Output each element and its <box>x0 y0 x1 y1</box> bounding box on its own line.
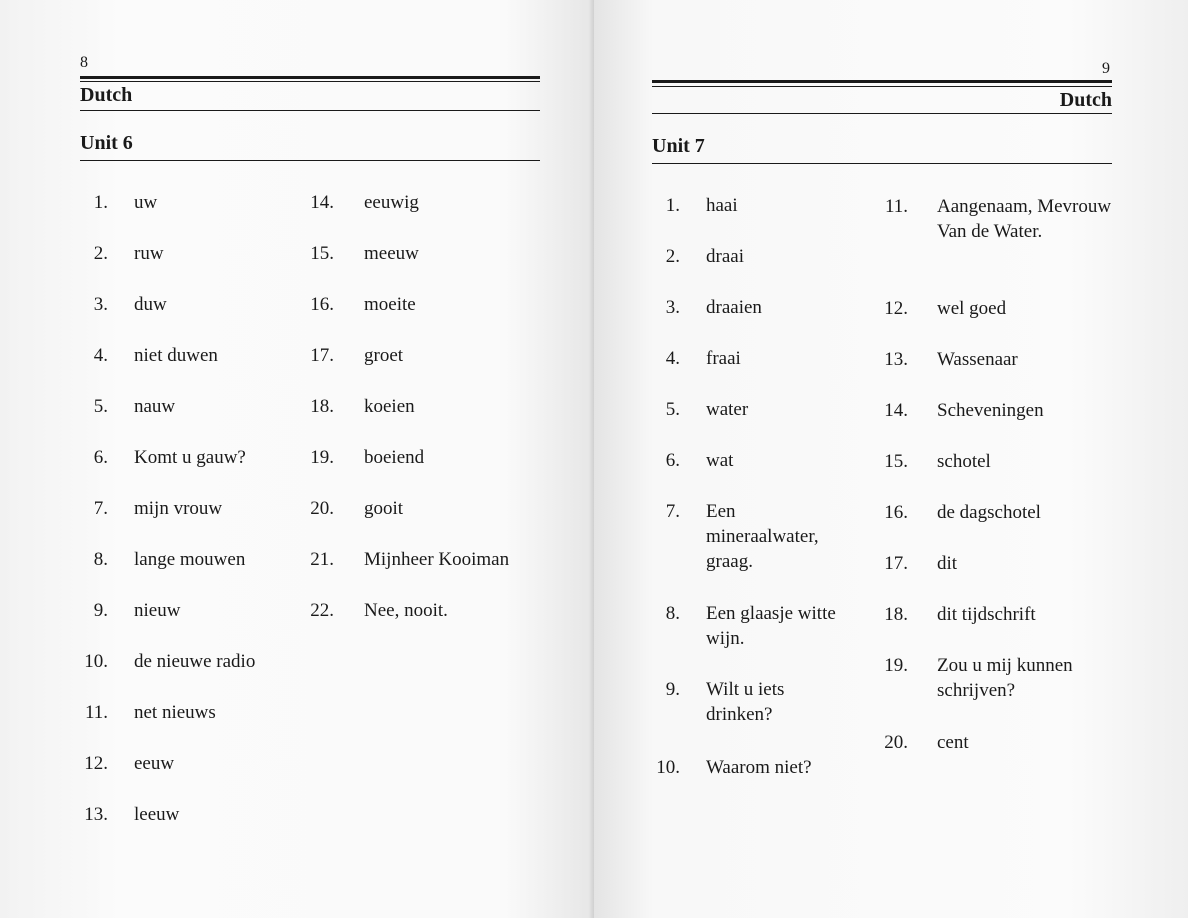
item-text: uw <box>134 192 158 213</box>
item-text: groet <box>364 345 404 366</box>
language-heading: Dutch <box>80 84 133 106</box>
item-number: 20. <box>310 498 334 519</box>
item-text: draaien <box>706 297 762 318</box>
item-text: moeite <box>364 294 416 315</box>
unit-rule <box>652 163 1112 164</box>
unit-heading: Unit 7 <box>652 135 705 157</box>
item-number: 17. <box>310 345 334 366</box>
item-number: 8. <box>665 603 680 624</box>
item-number: 2. <box>93 243 108 264</box>
item-number: 15. <box>310 243 334 264</box>
item-text: nieuw <box>134 600 181 621</box>
language-rule <box>80 110 540 111</box>
item-number: 1. <box>93 192 108 213</box>
item-number: 16. <box>884 502 908 523</box>
header-rule-thin <box>652 86 1112 87</box>
item-text: Wassenaar <box>937 349 1018 370</box>
item-text: schotel <box>937 451 991 472</box>
item-text: Een glaasje witte wijn. <box>706 603 836 649</box>
page-number: 8 <box>80 54 88 71</box>
page-number: 9 <box>1102 60 1110 77</box>
item-text: Mijnheer Kooiman <box>364 549 510 570</box>
item-number: 22. <box>310 600 334 621</box>
item-text: dit tijdschrift <box>937 604 1036 625</box>
item-text: mijn vrouw <box>134 498 223 519</box>
item-text: Komt u gauw? <box>134 447 246 468</box>
item-number: 14. <box>310 192 334 213</box>
item-text: cent <box>937 732 969 753</box>
header-rule-thin <box>80 81 540 82</box>
item-text: Zou u mij kunnen schrijven? <box>937 655 1073 701</box>
item-text: niet duwen <box>134 345 218 366</box>
item-number: 19. <box>884 655 908 676</box>
item-number: 18. <box>884 604 908 625</box>
item-number: 9. <box>665 679 680 700</box>
item-text: wel goed <box>937 298 1007 319</box>
item-text: boeiend <box>364 447 425 468</box>
item-number: 19. <box>310 447 334 468</box>
item-number: 11. <box>884 196 908 217</box>
item-text: Een mineraalwater, graag. <box>706 501 819 572</box>
item-number: 20. <box>884 732 908 753</box>
item-number: 12. <box>884 298 908 319</box>
item-number: 5. <box>665 399 680 420</box>
item-text: de dagschotel <box>937 502 1041 523</box>
item-number: 10. <box>84 651 108 672</box>
header-rule-thick <box>652 80 1112 83</box>
item-text: haai <box>706 195 738 216</box>
item-text: dit <box>937 553 958 574</box>
item-number: 17. <box>884 553 908 574</box>
item-number: 13. <box>884 349 908 370</box>
item-number: 4. <box>665 348 680 369</box>
item-text: nauw <box>134 396 176 417</box>
item-text: koeien <box>364 396 415 417</box>
item-number: 9. <box>93 600 108 621</box>
item-text: eeuw <box>134 753 175 774</box>
item-number: 14. <box>884 400 908 421</box>
item-text: ruw <box>134 243 164 264</box>
item-number: 3. <box>665 297 680 318</box>
language-heading: Dutch <box>1059 89 1112 111</box>
item-text: gooit <box>364 498 404 519</box>
item-number: 16. <box>310 294 334 315</box>
item-text: de nieuwe radio <box>134 651 256 672</box>
item-number: 13. <box>84 804 108 825</box>
item-text: draai <box>706 246 744 267</box>
item-number: 7. <box>665 501 680 522</box>
item-text: Aangenaam, Mevrouw Van de Water. <box>937 196 1112 242</box>
item-number: 15. <box>884 451 908 472</box>
item-text: meeuw <box>364 243 419 264</box>
item-number: 3. <box>93 294 108 315</box>
item-number: 5. <box>93 396 108 417</box>
right-page <box>594 0 1188 918</box>
item-number: 4. <box>93 345 108 366</box>
item-number: 21. <box>310 549 334 570</box>
item-text: Nee, nooit. <box>364 600 448 621</box>
item-text: fraai <box>706 348 741 369</box>
item-number: 7. <box>93 498 108 519</box>
item-number: 1. <box>665 195 680 216</box>
item-text: leeuw <box>134 804 180 825</box>
item-text: duw <box>134 294 167 315</box>
item-text: wat <box>706 450 734 471</box>
item-number: 6. <box>93 447 108 468</box>
item-number: 11. <box>84 702 108 723</box>
item-number: 12. <box>84 753 108 774</box>
item-text: Wilt u iets drinken? <box>706 679 785 725</box>
unit-rule <box>80 160 540 161</box>
item-number: 10. <box>656 757 680 778</box>
item-number: 18. <box>310 396 334 417</box>
item-number: 2. <box>665 246 680 267</box>
item-number: 8. <box>93 549 108 570</box>
header-rule-thick <box>80 76 540 79</box>
item-number: 6. <box>665 450 680 471</box>
item-text: net nieuws <box>134 702 216 723</box>
unit-heading: Unit 6 <box>80 132 133 154</box>
item-text: eeuwig <box>364 192 419 213</box>
item-text: water <box>706 399 749 420</box>
language-rule <box>652 113 1112 114</box>
item-text: Scheveningen <box>937 400 1044 421</box>
item-text: Waarom niet? <box>706 757 812 778</box>
item-text: lange mouwen <box>134 549 246 570</box>
